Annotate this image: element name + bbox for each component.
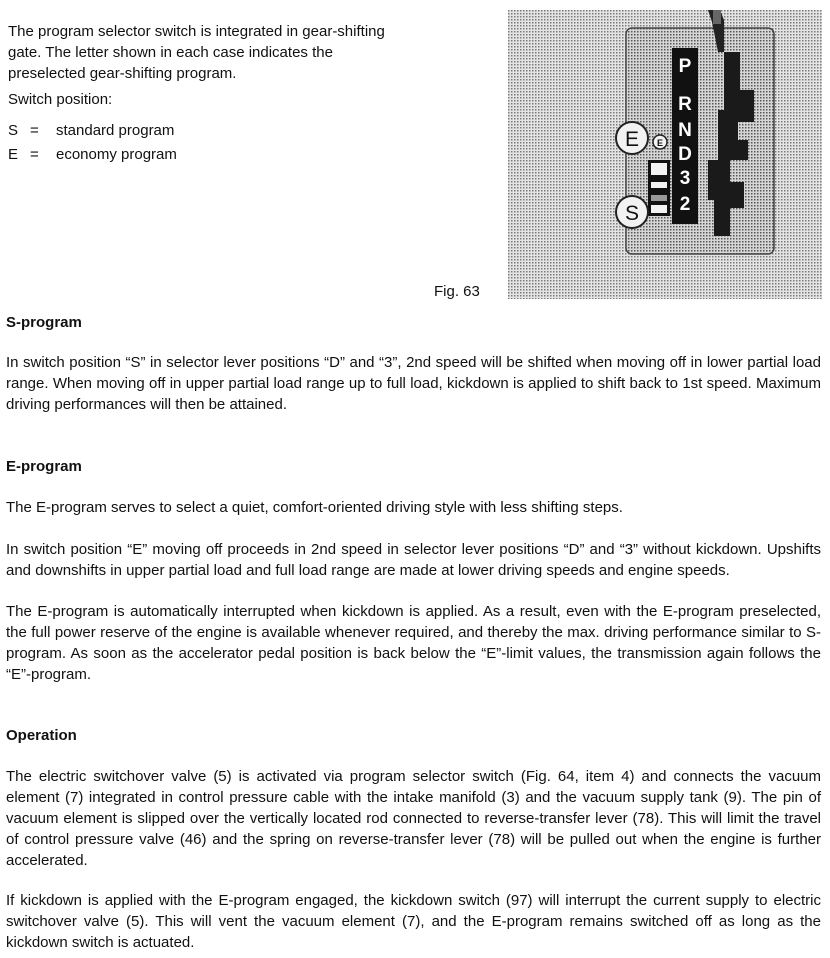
gear-letter: R bbox=[678, 94, 692, 115]
gear-letter: P bbox=[678, 56, 692, 77]
e-program-paragraph-3: The E-program is automatically interrupted when kickdown is applied. As a result, even with the E-program preselected, the full power reserve of the engine is available whenever required, and thereby the max. driving performance similar to S-program. As soon as the accelerator pedal position is back below the “E”-limit values, the transmission again follows the “E”-program. bbox=[6, 603, 821, 683]
e-program-paragraph-2: In switch position “E” moving off proceeds in 2nd speed in selector lever positions “D” and “3” without kickdown. Upshifts and downshifts in upper partial load and full load range are made at lower driving speeds and engine speeds. bbox=[6, 541, 821, 579]
gear-gate-illustration bbox=[508, 10, 822, 299]
e-program-heading: E-program bbox=[6, 458, 82, 475]
e-indicator-letter: E bbox=[656, 138, 664, 148]
figure-caption: Fig. 63 bbox=[434, 283, 480, 300]
definition-text: standard program bbox=[56, 122, 175, 139]
gear-letter: 3 bbox=[679, 168, 691, 189]
s-program-paragraph: In switch position “S” in selector lever positions “D” and “3”, 2nd speed will be shifted when moving off in lower partial load range. When moving off in upper partial load range up to full load, kickdown is applied to shift back to 1st speed. Maximum driving performances will then be attained. bbox=[6, 354, 821, 413]
shift-lever-highlight bbox=[713, 10, 721, 24]
program-switch-window bbox=[651, 163, 667, 175]
gear-selector-figure bbox=[508, 10, 822, 299]
operation-heading: Operation bbox=[6, 727, 77, 744]
switch-position-label: Switch position: bbox=[8, 91, 113, 108]
definition-key: S bbox=[8, 122, 19, 139]
program-switch-window bbox=[651, 195, 667, 201]
s-program-heading: S-program bbox=[6, 314, 82, 331]
program-switch-window bbox=[651, 205, 667, 213]
operation-paragraph-2: If kickdown is applied with the E-program engaged, the kickdown switch (97) will interrupt the current supply to electric switchover valve (5). This will vent the vacuum element (7), and the E-program remains switched off as long as the kickdown switch is actuated. bbox=[6, 892, 821, 951]
definition-text: economy program bbox=[56, 146, 177, 163]
program-switch-window bbox=[651, 182, 667, 188]
definition-key: E bbox=[8, 146, 19, 163]
e-callout-label: E bbox=[624, 128, 640, 151]
definition-equals: = bbox=[30, 122, 39, 139]
intro-paragraph: The program selector switch is integrated in gear-shifting gate. The letter shown in each case indicates the preselected gear-shifting program. bbox=[8, 23, 385, 82]
definition-e bbox=[8, 146, 177, 163]
definition-s bbox=[8, 122, 174, 139]
e-program-paragraph-1: The E-program serves to select a quiet, comfort-oriented driving style with less shifting steps. bbox=[6, 499, 623, 516]
gear-letter: D bbox=[678, 144, 692, 165]
definition-equals: = bbox=[30, 146, 39, 163]
gear-letter: 2 bbox=[679, 194, 691, 215]
gear-letter: N bbox=[678, 120, 692, 141]
s-callout-label: S bbox=[624, 202, 640, 225]
operation-paragraph-1: The electric switchover valve (5) is activated via program selector switch (Fig. 64, item 4) and connects the vacuum element (7) integrated in control pressure cable with the intake manifold (3) and the vacuum supply tank (9). The pin of vacuum element is slipped over the vertically located rod connected to reverse-transfer lever (78). This will limit the travel of control pressure valve (46) and the spring on reverse-transfer lever (78) will be pulled out when the engine is further accelerated. bbox=[6, 768, 821, 869]
